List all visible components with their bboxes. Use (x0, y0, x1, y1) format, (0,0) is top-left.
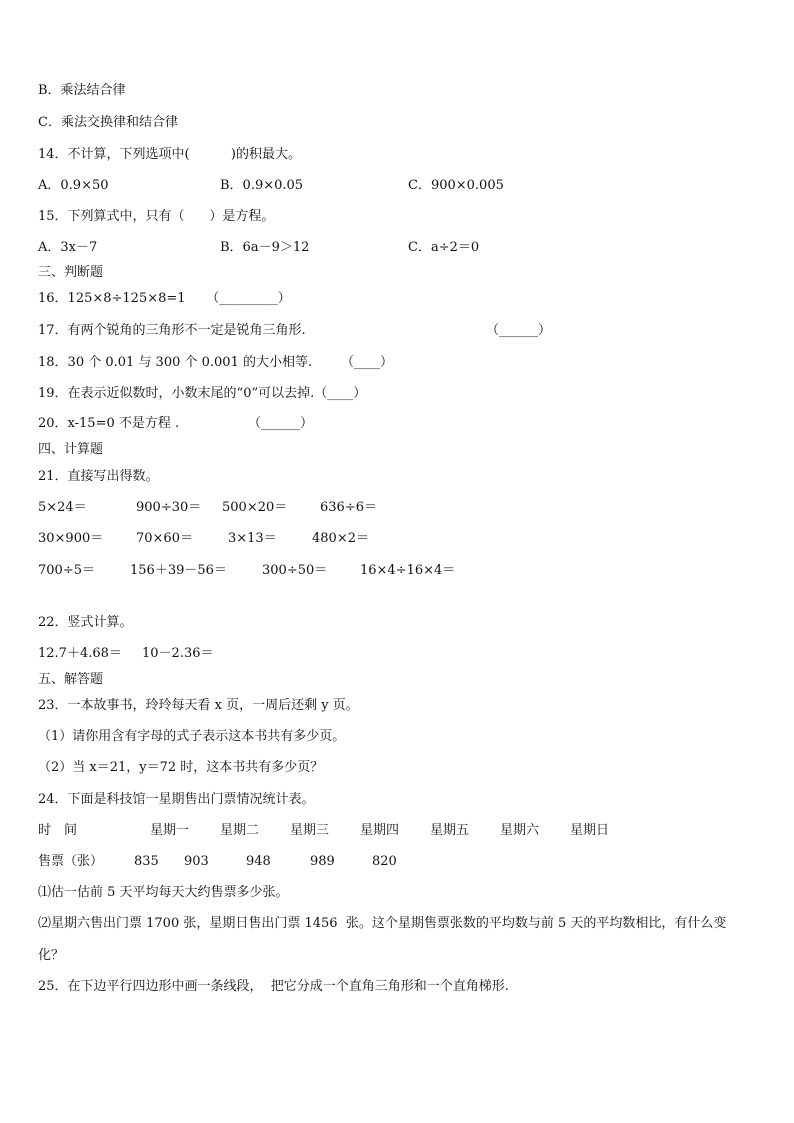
table-cell-thu: 989 (310, 854, 335, 869)
section-3-title: 三、判断题 (38, 265, 104, 280)
section-4-title: 四、计算题 (38, 442, 104, 457)
calc-r1-c3: 500×20＝ (222, 500, 288, 515)
q15-stem: 15．下列算式中，只有（ ）是方程。 (38, 209, 275, 224)
q16: 16．125×8÷125×8=1 （_________） (38, 291, 291, 306)
calc-r2-c3: 3×13＝ (228, 531, 277, 546)
calc-r2-c1: 30×900＝ (38, 531, 104, 546)
q20-blank: （______） (248, 416, 314, 431)
q20-text: 20．x-15=0 不是方程 . (38, 416, 180, 431)
q19: 19．在表示近似数时，小数末尾的“0”可以去掉.（____） (38, 386, 367, 401)
q22-item-2: 10－2.36＝ (142, 646, 214, 661)
table-cell-tue: 903 (184, 854, 209, 869)
calc-r1-c2: 900÷30＝ (136, 500, 202, 515)
table-cell-wed: 948 (246, 854, 271, 869)
calc-r2-c2: 70×60＝ (136, 531, 193, 546)
q13-option-c: C．乘法交换律和结合律 (38, 115, 178, 130)
q14-stem: 14．不计算，下列选项中( )的积最大。 (38, 147, 302, 162)
q24-stem: 24．下面是科技馆一星期售出门票情况统计表。 (38, 792, 315, 807)
table-header-fri: 星期五 (430, 823, 470, 838)
q23-part-1: （1）请你用含有字母的式子表示这本书共有多少页。 (38, 729, 346, 744)
calc-r3-c1: 700÷5＝ (38, 563, 95, 578)
table-header-mon: 星期一 (150, 823, 190, 838)
q13-option-b: B．乘法结合律 (38, 83, 126, 98)
calc-r1-c4: 636÷6＝ (320, 500, 377, 515)
q14-option-b: B．0.9×0.05 (220, 178, 304, 193)
table-header-wed: 星期三 (290, 823, 330, 838)
table-cell-fri: 820 (372, 854, 397, 869)
q14-option-c: C．900×0.005 (408, 178, 504, 193)
q24-part-2-line-1: ⑵星期六售出门票 1700 张，星期日售出门票 1456 张。这个星期售票张数的平均数与前 5 天的平均数相比，有什么变 (38, 916, 727, 931)
table-row-label: 售票（张） (38, 854, 104, 869)
table-header-tue: 星期二 (220, 823, 260, 838)
calc-r2-c4: 480×2＝ (312, 531, 369, 546)
q15-option-c: C．a÷2＝0 (408, 240, 480, 255)
q24-part-2-line-2: 化？ (38, 948, 65, 963)
table-header-sat: 星期六 (500, 823, 540, 838)
calc-r3-c3: 300÷50＝ (262, 563, 328, 578)
q18: 18．30 个 0.01 与 300 个 0.001 的大小相等. （____） (38, 355, 394, 370)
q22-item-1: 12.7＋4.68＝ (38, 646, 122, 661)
q24-part-1: ⑴估一估前 5 天平均每天大约售票多少张。 (38, 885, 289, 900)
q15-option-b: B．6a－9＞12 (220, 240, 310, 255)
q23-stem: 23．一本故事书，玲玲每天看 x 页，一周后还剩 y 页。 (38, 698, 359, 713)
q21-stem: 21．直接写出得数。 (38, 469, 159, 484)
q17-blank: （______） (486, 323, 552, 338)
table-header-thu: 星期四 (360, 823, 400, 838)
q23-part-2: （2）当 x＝21，y＝72 时，这本书共有多少页？ (38, 760, 324, 775)
table-header-time: 时 间 (38, 823, 78, 838)
q14-option-a: A．0.9×50 (38, 178, 109, 193)
q25-stem: 25．在下边平行四边形中画一条线段， 把它分成一个直角三角形和一个直角梯形. (38, 979, 509, 994)
section-5-title: 五、解答题 (38, 672, 104, 687)
table-cell-mon: 835 (134, 854, 159, 869)
q15-option-a: A．3x－7 (38, 240, 98, 255)
calc-r3-c4: 16×4÷16×4＝ (360, 563, 456, 578)
table-header-sun: 星期日 (570, 823, 610, 838)
calc-r1-c1: 5×24＝ (38, 500, 87, 515)
calc-r3-c2: 156＋39－56＝ (130, 563, 227, 578)
q22-stem: 22．竖式计算。 (38, 615, 133, 630)
q17-text: 17．有两个锐角的三角形不一定是锐角三角形. (38, 323, 306, 338)
